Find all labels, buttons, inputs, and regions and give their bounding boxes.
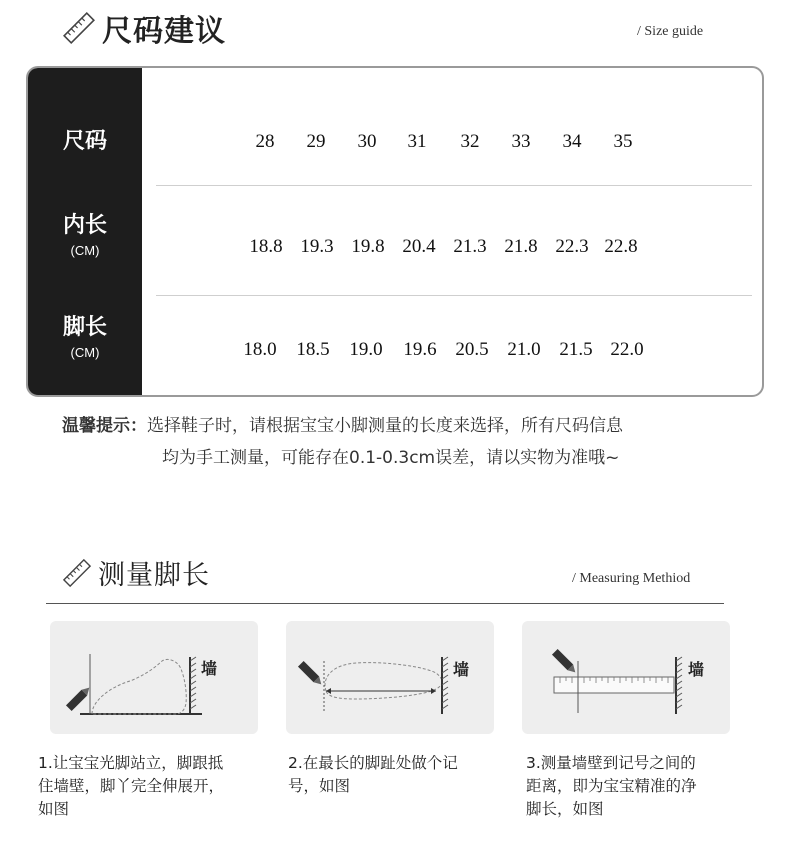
measure-title: 测量脚长 xyxy=(98,560,210,591)
step-2-text: 2.在最长的脚趾处做个记 号，如图 xyxy=(288,754,458,795)
size-row xyxy=(142,131,762,155)
inner-length-cell: 20.4 xyxy=(402,236,436,257)
ruler-icon xyxy=(62,11,96,45)
foot-length-cell: 19.0 xyxy=(349,339,383,360)
foot-length-cell: 21.5 xyxy=(559,339,593,360)
wall-label: 墙 xyxy=(453,660,470,679)
tip-label: 温馨提示： xyxy=(62,416,147,436)
size-cell: 35 xyxy=(613,131,633,152)
inner-length-cell: 21.3 xyxy=(453,236,487,257)
foot-standing-icon xyxy=(50,621,258,734)
inner-length-cell: 19.3 xyxy=(300,236,334,257)
measure-subtitle: / Measuring Methiod xyxy=(572,571,691,586)
tip-note xyxy=(62,410,762,474)
step-1-illustration xyxy=(50,621,258,734)
ruler-icon xyxy=(62,558,92,588)
size-cell: 31 xyxy=(407,131,427,152)
size-guide-header xyxy=(62,6,226,50)
inner-length-cell: 18.8 xyxy=(249,236,283,257)
foot-length-cell: 18.5 xyxy=(296,339,330,360)
row-label-size: 尺码 xyxy=(62,129,107,154)
size-guide-subtitle: / Size guide xyxy=(637,24,704,39)
foot-length-row xyxy=(142,339,762,363)
step-3-text: 3.测量墙壁到记号之间的 距离，即为宝宝精准的净 脚长，如图 xyxy=(526,754,697,818)
wall-label: 墙 xyxy=(688,660,705,679)
tip-line-1: 选择鞋子时，请根据宝宝小脚测量的长度来选择，所有尺码信息 xyxy=(147,416,623,436)
inner-length-row xyxy=(142,236,762,260)
size-cell: 28 xyxy=(255,131,275,152)
wall-label: 墙 xyxy=(201,659,218,678)
section-divider xyxy=(46,603,724,604)
inner-length-cell: 22.8 xyxy=(604,236,638,257)
foot-length-cell: 20.5 xyxy=(455,339,489,360)
inner-length-cell: 19.8 xyxy=(351,236,385,257)
row-label-inner-length: 内长 (CM) xyxy=(62,213,107,258)
size-cell: 30 xyxy=(357,131,377,152)
foot-length-cell: 22.0 xyxy=(610,339,644,360)
inner-length-cell: 22.3 xyxy=(555,236,589,257)
tip-line-2: 均为手工测量，可能存在0.1-0.3cm误差，请以实物为准哦~ xyxy=(162,448,620,468)
inner-length-cell: 21.8 xyxy=(504,236,538,257)
measure-header xyxy=(62,553,210,592)
size-guide-title: 尺码建议 xyxy=(102,14,226,49)
size-cell: 29 xyxy=(306,131,326,152)
foot-length-cell: 18.0 xyxy=(243,339,277,360)
size-cell: 33 xyxy=(511,131,531,152)
row-label-foot-length: 脚长 (CM) xyxy=(62,315,107,360)
step-3-illustration xyxy=(522,621,730,734)
foot-length-cell: 21.0 xyxy=(507,339,541,360)
step-1-text: 1.让宝宝光脚站立，脚跟抵 住墙壁，脚丫完全伸展开， 如图 xyxy=(38,754,225,818)
step-2-illustration xyxy=(286,621,494,734)
foot-length-cell: 19.6 xyxy=(403,339,437,360)
size-cell: 32 xyxy=(460,131,480,152)
size-table xyxy=(26,66,764,397)
row-divider xyxy=(156,295,752,296)
size-cell: 34 xyxy=(562,131,582,152)
row-divider xyxy=(156,185,752,186)
